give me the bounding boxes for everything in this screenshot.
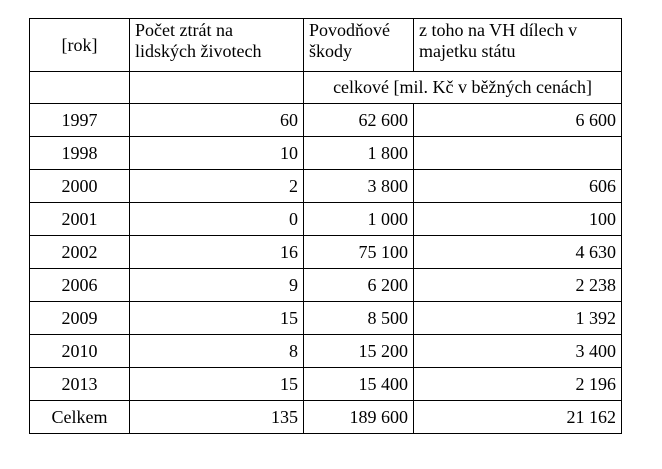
state-cell: 100 — [414, 203, 622, 236]
table-row — [30, 269, 622, 302]
damage-cell: 15 200 — [304, 335, 414, 368]
header-damage: Povodňové škody — [304, 19, 414, 72]
year-cell: 2010 — [30, 335, 130, 368]
deaths-cell: 9 — [130, 269, 304, 302]
deaths-cell: 15 — [130, 302, 304, 335]
unit-empty-cell — [30, 72, 130, 104]
year-cell: 2002 — [30, 236, 130, 269]
total-year-cell: Celkem — [30, 401, 130, 434]
unit-empty-cell — [130, 72, 304, 104]
header-state-damage: z toho na VH dílech v majetku státu — [414, 19, 622, 72]
state-cell: 1 392 — [414, 302, 622, 335]
damage-cell: 6 200 — [304, 269, 414, 302]
damage-cell: 1 800 — [304, 137, 414, 170]
state-cell: 3 400 — [414, 335, 622, 368]
damage-cell: 1 000 — [304, 203, 414, 236]
table-body — [30, 19, 622, 434]
year-cell: 2013 — [30, 368, 130, 401]
table-row — [30, 368, 622, 401]
year-cell: 1998 — [30, 137, 130, 170]
deaths-cell: 60 — [130, 104, 304, 137]
table-row — [30, 335, 622, 368]
state-cell: 6 600 — [414, 104, 622, 137]
state-cell: 2 196 — [414, 368, 622, 401]
deaths-cell: 8 — [130, 335, 304, 368]
unit-label: celkové [mil. Kč v běžných cenách] — [304, 72, 622, 104]
deaths-cell: 2 — [130, 170, 304, 203]
state-cell: 2 238 — [414, 269, 622, 302]
deaths-cell: 16 — [130, 236, 304, 269]
table-row — [30, 137, 622, 170]
deaths-cell: 15 — [130, 368, 304, 401]
damage-cell: 8 500 — [304, 302, 414, 335]
total-damage-cell: 189 600 — [304, 401, 414, 434]
table-row — [30, 302, 622, 335]
header-year: [rok] — [30, 19, 130, 72]
damage-cell: 62 600 — [304, 104, 414, 137]
table-row — [30, 104, 622, 137]
year-cell: 2006 — [30, 269, 130, 302]
total-state-cell: 21 162 — [414, 401, 622, 434]
header-deaths: Počet ztrát na lidských životech — [130, 19, 304, 72]
damage-cell: 15 400 — [304, 368, 414, 401]
year-cell: 1997 — [30, 104, 130, 137]
year-cell: 2000 — [30, 170, 130, 203]
table-row — [30, 170, 622, 203]
deaths-cell: 10 — [130, 137, 304, 170]
table-row — [30, 236, 622, 269]
damage-cell: 3 800 — [304, 170, 414, 203]
header-row — [30, 19, 622, 72]
total-deaths-cell: 135 — [130, 401, 304, 434]
unit-row — [30, 72, 622, 104]
state-cell: 606 — [414, 170, 622, 203]
year-cell: 2009 — [30, 302, 130, 335]
total-row — [30, 401, 622, 434]
state-cell: 4 630 — [414, 236, 622, 269]
flood-damage-table — [29, 18, 622, 434]
table-row — [30, 203, 622, 236]
deaths-cell: 0 — [130, 203, 304, 236]
state-cell — [414, 137, 622, 170]
year-cell: 2001 — [30, 203, 130, 236]
damage-cell: 75 100 — [304, 236, 414, 269]
